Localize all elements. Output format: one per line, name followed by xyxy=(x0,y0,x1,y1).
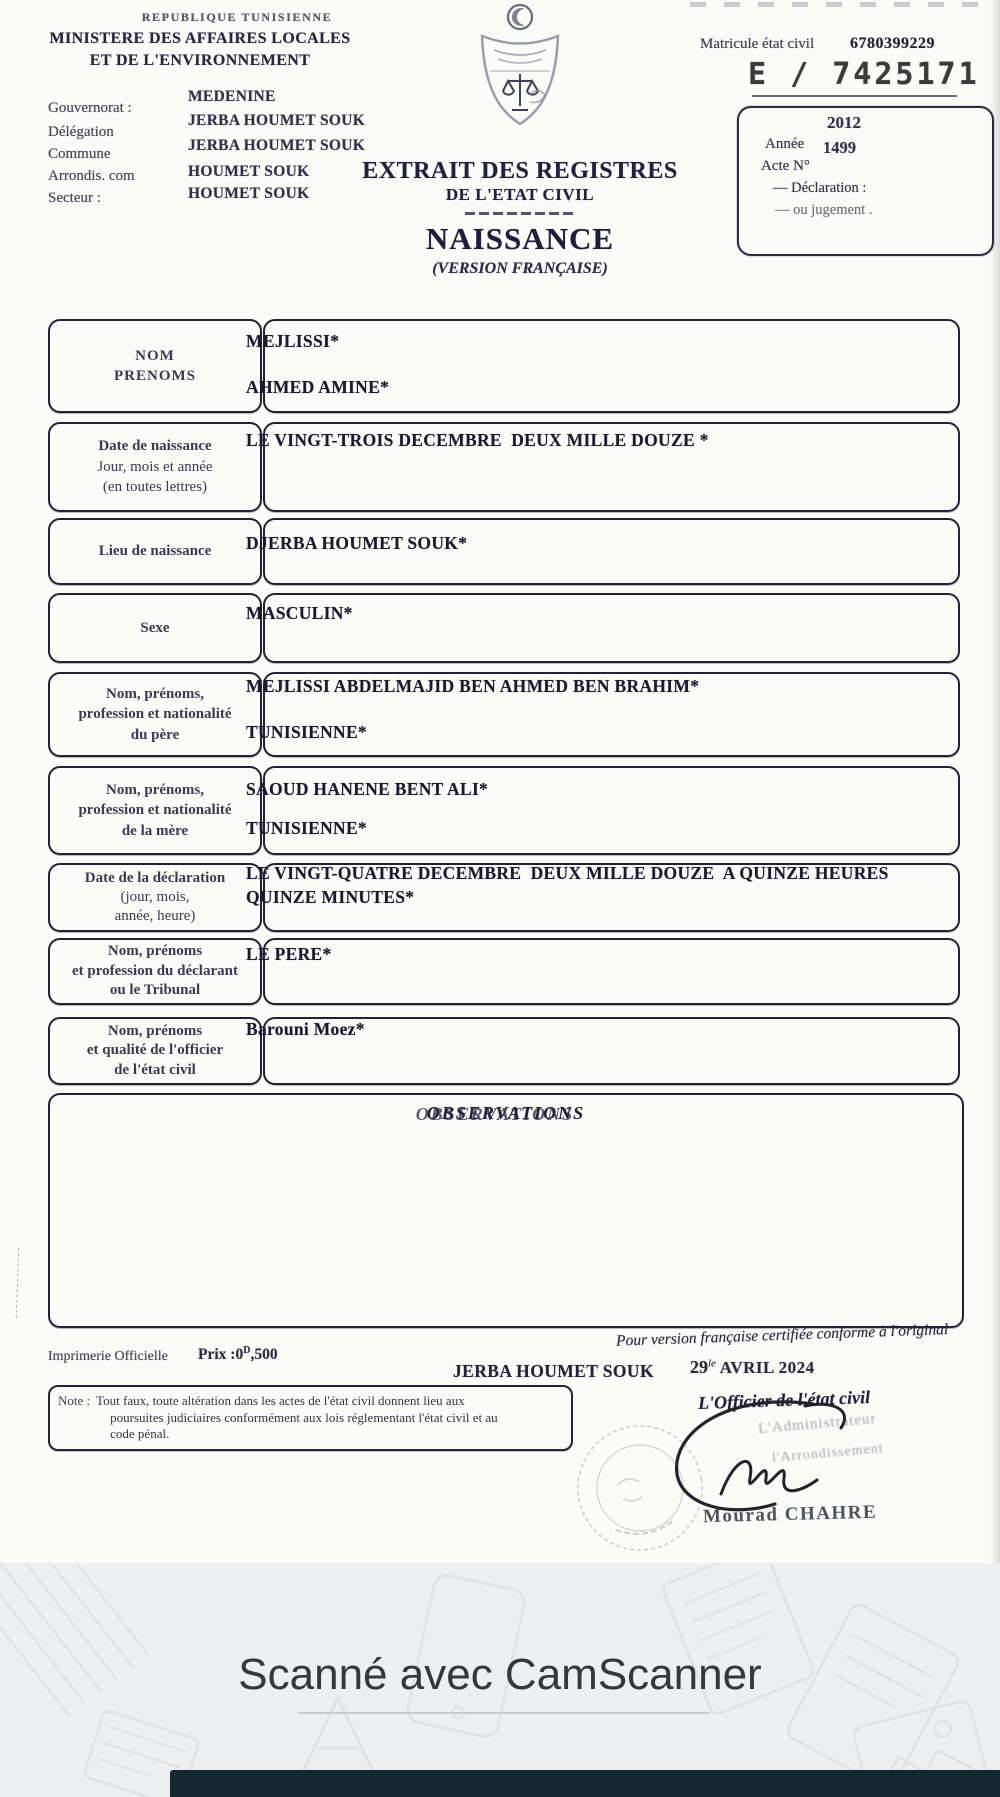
signatory-name: Mourad CHAHRE xyxy=(702,1501,878,1528)
table-row-date-naissance xyxy=(48,422,960,512)
row-value-box xyxy=(263,593,960,663)
title-version: (VERSION FRANÇAISE) xyxy=(432,260,608,277)
label-line: et qualité de l'officier xyxy=(86,1042,224,1059)
admin-stamp-line1: L'Administrateur xyxy=(757,1410,878,1438)
admin-label-gouvernorat: Gouvernorat : xyxy=(48,100,132,116)
table-row-officier xyxy=(48,1017,960,1085)
label-line: année, heure) xyxy=(114,908,196,924)
prix-currency-sup: D xyxy=(243,1345,251,1356)
label-line: Date de la déclaration xyxy=(84,870,226,886)
row-label xyxy=(48,593,262,663)
label-line: PRENOMS xyxy=(114,368,196,384)
officier-title: L'Officier de l'état civil xyxy=(697,1387,871,1413)
note-line: Tout faux, toute altération dans les actes de l'état civil donnent lieu aux xyxy=(96,1393,465,1408)
label-line: et profession du déclarant xyxy=(72,962,238,979)
value-line: LE PERE* xyxy=(246,944,332,964)
label-line: du père xyxy=(130,726,180,743)
tunisia-coat-of-arms-icon xyxy=(468,2,572,130)
ministry-line1: MINISTERE DES AFFAIRES LOCALES xyxy=(49,30,351,47)
admin-value-commune: JERBA HOUMET SOUK xyxy=(188,137,366,154)
row-label xyxy=(48,518,262,585)
row-label xyxy=(48,938,262,1005)
row-label xyxy=(48,319,262,413)
table-row-lieu-naissance xyxy=(48,518,960,585)
admin-value-arrondis: HOUMET SOUK xyxy=(188,163,310,180)
serial-number-stamp: E / 7425171 xyxy=(748,57,980,92)
prix-text: Prix :0 xyxy=(198,1346,244,1364)
row-value-box xyxy=(263,319,960,413)
value-line: AHMED AMINE* xyxy=(246,377,390,397)
value-line: Barouni Moez* xyxy=(246,1019,365,1039)
scan-artifact-dashes xyxy=(690,2,996,7)
value-line: LE VINGT-TROIS DECEMBRE DEUX MILLE DOUZE * xyxy=(246,430,709,450)
acte-number-label: Acte N° xyxy=(761,158,810,174)
label-line: Nom, prénoms xyxy=(107,1022,203,1039)
note-line: poursuites judiciaires conformément aux lois réglementant l'état civil et au xyxy=(110,1409,498,1425)
table-row-nom-prenoms xyxy=(48,319,960,413)
certification-line: Pour version française certifiée conforme à l'original xyxy=(615,1321,949,1350)
admin-value-secteur: HOUMET SOUK xyxy=(188,185,310,202)
admin-stamp-line2: l'Arrondissement xyxy=(771,1441,885,1466)
row-value-box xyxy=(263,1017,960,1085)
label-line: Nom, prénoms, xyxy=(106,781,204,798)
matricule-value: 6780399229 xyxy=(850,35,935,52)
observations-title: OBSERVATIONS xyxy=(426,1103,586,1123)
label-line: profession et nationalité xyxy=(78,706,232,723)
footer-place: JERBA HOUMET SOUK xyxy=(453,1361,654,1381)
label-line: de la mère xyxy=(121,822,189,839)
value-line: MEJLISSI* xyxy=(246,331,340,351)
title-etat-civil: DE L'ETAT CIVIL xyxy=(445,185,595,204)
admin-label-arrondis: Arrondis. com xyxy=(48,168,135,184)
row-label xyxy=(48,672,262,757)
camscanner-caption: Scanné avec CamScanner xyxy=(238,1650,762,1699)
value-line: TUNISIENNE* xyxy=(246,818,367,838)
prix-decimals: ,500 xyxy=(250,1346,278,1364)
declaration-line: — Déclaration : xyxy=(773,180,867,196)
legal-note-box xyxy=(48,1385,573,1451)
acte-year: 2012 xyxy=(827,113,861,132)
admin-value-gouvernorat: MEDENINE xyxy=(188,88,276,105)
table-row-sexe xyxy=(48,593,960,663)
table-row-declarant xyxy=(48,938,960,1005)
row-label xyxy=(48,863,262,932)
camscanner-underline xyxy=(298,1712,710,1714)
table-row-date-declaration xyxy=(48,863,960,932)
jugement-line: — ou jugement . xyxy=(775,202,873,218)
value-line: QUINZE MINUTES* xyxy=(246,887,415,907)
value-line: DJERBA HOUMET SOUK* xyxy=(246,533,468,553)
value-line: MASCULIN* xyxy=(246,603,353,623)
label-line: Lieu de naissance xyxy=(98,543,212,560)
label-line: profession et nationalité xyxy=(78,802,232,819)
label-line: Jour, mois et année xyxy=(97,458,213,475)
row-label xyxy=(48,1017,262,1085)
camscanner-bottom-bar xyxy=(170,1770,1000,1797)
matricule-label: Matricule état civil xyxy=(700,36,815,52)
serial-underline xyxy=(752,95,957,97)
date-month-year: AVRIL 2024 xyxy=(715,1358,815,1377)
republic-title: REPUBLIQUE TUNISIENNE xyxy=(141,10,333,24)
title-extrait: EXTRAIT DES REGISTRES xyxy=(362,158,678,184)
value-line: MEJLISSI ABDELMAJID BEN AHMED BEN BRAHIM* xyxy=(246,676,700,696)
label-line: Sexe xyxy=(140,619,170,636)
admin-label-commune: Commune xyxy=(48,146,111,162)
table-row-pere xyxy=(48,672,960,757)
title-naissance: NAISSANCE xyxy=(425,221,615,256)
label-line: Nom, prénoms xyxy=(107,943,203,960)
date-sup: le xyxy=(708,1357,716,1370)
label-line: Nom, prénoms, xyxy=(106,685,204,702)
row-value-box xyxy=(263,938,960,1005)
label-line: Date de naissance xyxy=(98,438,212,455)
row-label xyxy=(48,766,262,855)
admin-value-delegation: JERBA HOUMET SOUK xyxy=(188,112,366,129)
date-day: 29 xyxy=(690,1357,708,1377)
acte-number-box xyxy=(737,106,994,256)
value-line: TUNISIENNE* xyxy=(246,722,367,742)
observations-box xyxy=(48,1093,964,1328)
table-row-mere xyxy=(48,766,960,855)
label-line: NOM xyxy=(135,347,175,364)
title-underline xyxy=(465,212,577,215)
value-line: LE VINGT-QUATRE DECEMBRE DEUX MILLE DOUZE A QUINZE HEURES xyxy=(246,863,889,883)
note-label: Note : xyxy=(58,1393,91,1408)
admin-label-secteur: Secteur : xyxy=(48,190,101,206)
imprimerie-label: Imprimerie Officielle xyxy=(48,1349,168,1364)
label-line: ou le Tribunal xyxy=(109,982,201,999)
margin-print-mark xyxy=(16,1248,22,1318)
label-line: (jour, mois, xyxy=(120,889,190,905)
annee-label: Année xyxy=(765,136,805,152)
label-line: de l'état civil xyxy=(114,1061,196,1078)
prix-label xyxy=(198,1345,278,1364)
row-label xyxy=(48,422,262,512)
ministry-line2: ET DE L'ENVIRONNEMENT xyxy=(89,52,311,69)
admin-label-delegation: Délégation xyxy=(48,124,114,140)
note-text xyxy=(96,1393,498,1445)
footer-date xyxy=(690,1357,815,1378)
annee-value: 1499 xyxy=(823,138,856,157)
note-line: code pénal. xyxy=(110,1426,170,1441)
label-line: (en toutes lettres) xyxy=(102,479,208,496)
value-line: SAOUD HANENE BENT ALI* xyxy=(246,779,489,799)
